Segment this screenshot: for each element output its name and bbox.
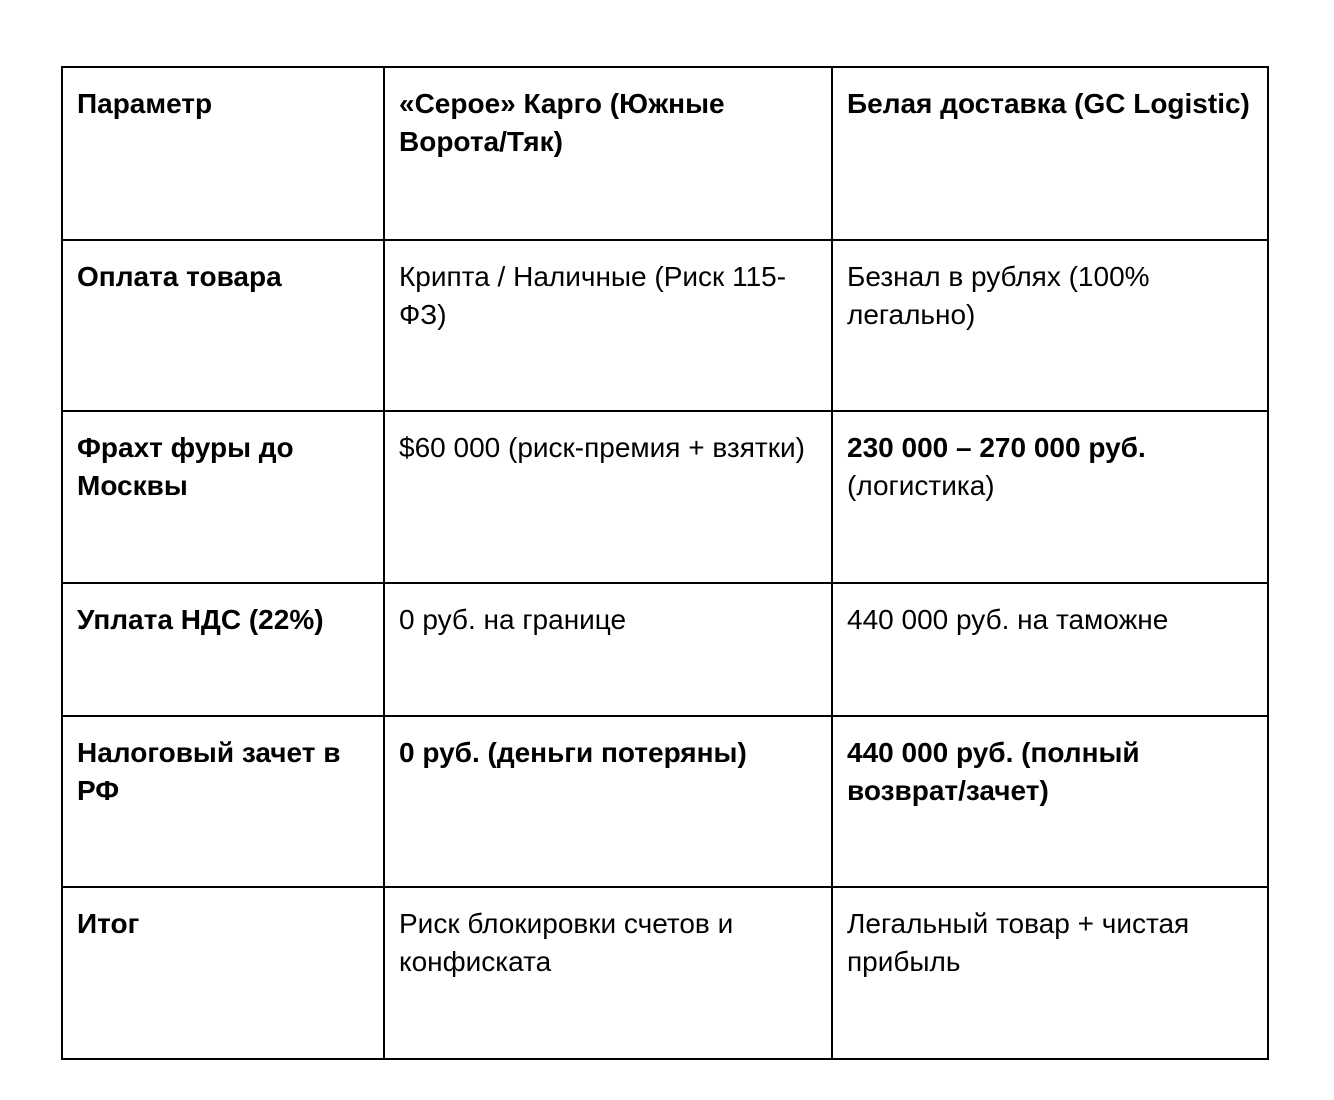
freight-note: (логистика)	[847, 470, 995, 501]
row-param-tax-credit: Налоговый зачет в РФ	[62, 716, 384, 887]
cell-grey-tax-credit: 0 руб. (деньги потеряны)	[384, 716, 832, 887]
row-param-vat: Уплата НДС (22%)	[62, 583, 384, 716]
cell-white-payment: Безнал в рублях (100% легально)	[832, 240, 1268, 411]
table-row	[62, 716, 1268, 887]
table-row	[62, 887, 1268, 1059]
header-parameter: Параметр	[62, 67, 384, 240]
table-row	[62, 411, 1268, 583]
table-header-row	[62, 67, 1268, 240]
row-param-total: Итог	[62, 887, 384, 1059]
row-param-payment: Оплата товара	[62, 240, 384, 411]
table-row	[62, 583, 1268, 716]
header-white-delivery: Белая доставка (GC Logistic)	[832, 67, 1268, 240]
cell-grey-freight: $60 000 (риск-премия + взятки)	[384, 411, 832, 583]
cell-white-vat: 440 000 руб. на таможне	[832, 583, 1268, 716]
cell-white-freight	[832, 411, 1268, 583]
table-row	[62, 240, 1268, 411]
freight-price-range: 230 000 – 270 000 руб.	[847, 432, 1146, 463]
cell-grey-vat: 0 руб. на границе	[384, 583, 832, 716]
cell-white-tax-credit: 440 000 руб. (полный возврат/зачет)	[832, 716, 1268, 887]
row-param-freight: Фрахт фуры до Москвы	[62, 411, 384, 583]
comparison-table	[61, 66, 1269, 1060]
header-grey-cargo: «Серое» Карго (Южные Ворота/Тяк)	[384, 67, 832, 240]
cell-grey-total: Риск блокировки счетов и конфиската	[384, 887, 832, 1059]
cell-grey-payment: Крипта / Наличные (Риск 115-ФЗ)	[384, 240, 832, 411]
cell-white-total: Легальный товар + чистая прибыль	[832, 887, 1268, 1059]
